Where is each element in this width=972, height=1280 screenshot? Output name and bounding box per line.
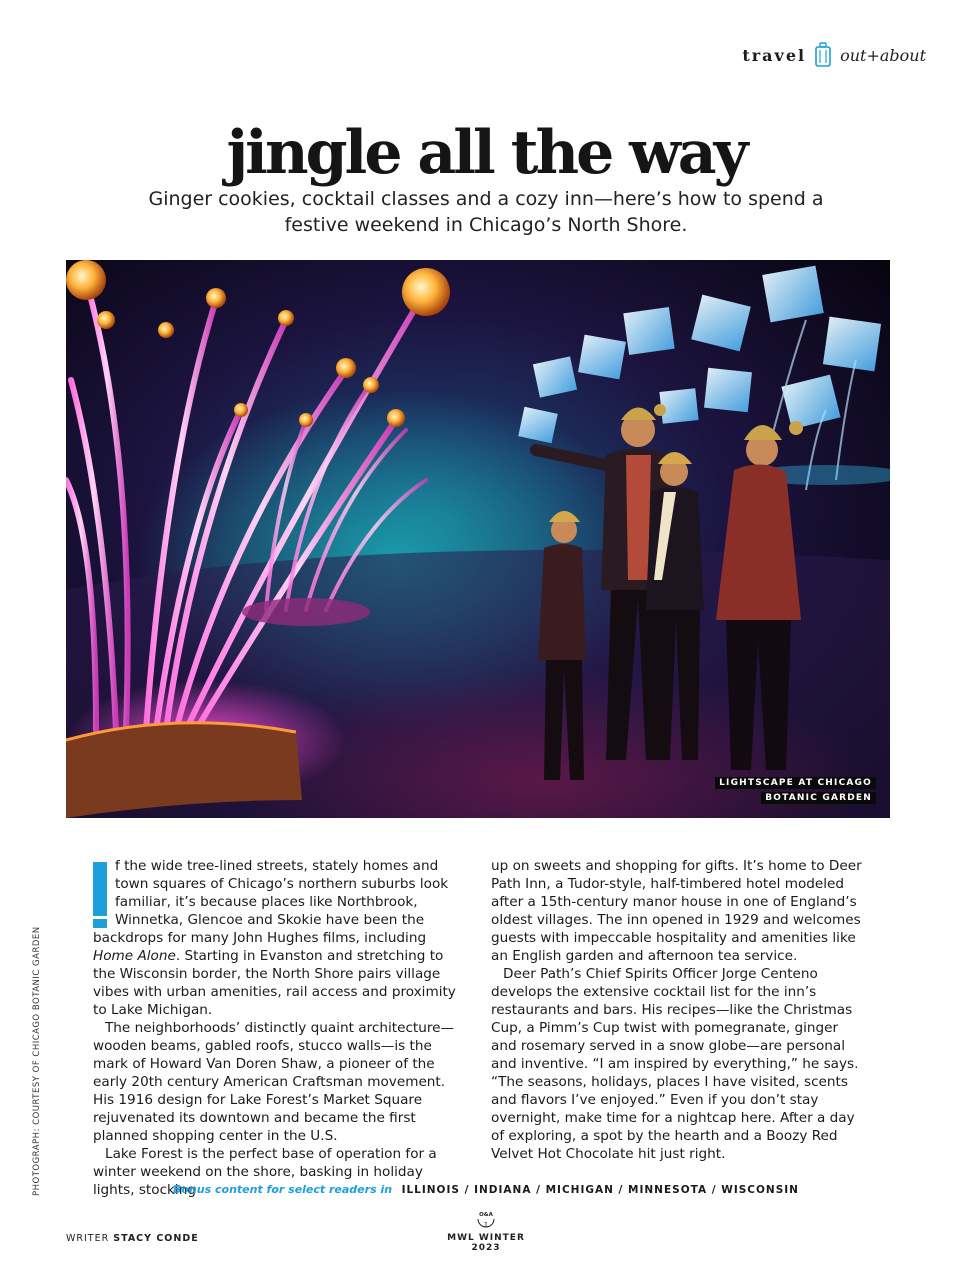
folio bbox=[436, 1210, 536, 1253]
paragraph: Deer Path’s Chief Spirits Officer Jorge Centeno develops the extensive cocktail list for the inn’s restaurants and bars. His recipes—like the Christmas Cup, a Pimm’s Cup twist with pomegranate, ginger and rosemary served in a snow globe—are personal and inventive. “I am inspired by everything,” he says. “The seasons, holidays, places I have visited, scents and flavors I’ve enjoyed.” Even if you don’t stay overnight, make time for a nightcap here. After a day of exploring, a spot by the hearth and a Boozy Red Velvet Hot Chocolate hit just right. bbox=[491, 966, 859, 1162]
issue-label: MWL WINTER 2023 bbox=[447, 1233, 525, 1253]
photo-credit: PHOTOGRAPH: COURTESY OF CHICAGO BOTANIC GARDEN bbox=[32, 926, 42, 1196]
bonus-states: ILLINOIS / INDIANA / MICHIGAN / MINNESOTA / WISCONSIN bbox=[401, 1184, 799, 1196]
section-label: travel bbox=[742, 45, 807, 65]
writer-credit bbox=[66, 1233, 199, 1244]
lightscape-illustration bbox=[66, 260, 890, 818]
caption-line-1: LIGHTSCAPE AT CHICAGO bbox=[715, 777, 876, 789]
paragraph: The neighborhoods’ distinctly quaint architecture—wooden beams, gabled roofs, stucco walls—is the mark of Howard Van Doren Shaw, a pioneer of the early 20th century American Craftsman movement. His 1916 design for Lake Forest’s Market Square rejuvenated its downtown and became the first planned shopping center in the U.S. bbox=[93, 1020, 455, 1144]
paragraph: Lake Forest is the perfect base of operation for a winter weekend on the shore, basking in holiday lights, stocking bbox=[93, 1146, 437, 1198]
paragraph: up on sweets and shopping for gifts. It’s home to Deer Path Inn, a Tudor-style, half-timbered hotel modeled after a 15th-century manor house in one of England’s oldest villages. The inn opened in 1929 and welcomes guests with impeccable hospitality and amenities like an English garden and afternoon tea service. bbox=[491, 858, 862, 964]
paragraph-text: f the wide tree-lined streets, stately homes and town squares of Chicago’s northern suburbs look familiar, it’s because places like Northbrook, Winnetka, Glencoe and Skokie have been the backdrops for many John Hughes films, including Home Alone. Starting in Evanston and stretching to the Wisconsin border, the North Shore pairs village vibes with urban amenities, rail access and proximity to Lake Michigan. bbox=[93, 858, 456, 1018]
suitcase-icon bbox=[814, 42, 832, 68]
article-column-1 bbox=[93, 857, 465, 1199]
logo-text: O&A bbox=[479, 1212, 493, 1218]
hero-photo bbox=[66, 260, 890, 818]
drop-cap bbox=[93, 862, 107, 928]
dek: Ginger cookies, cocktail classes and a cozy inn—here’s how to spend a festive weekend in Chicago’s North Shore. bbox=[148, 188, 824, 236]
section-tag bbox=[742, 42, 926, 68]
magazine-logo-icon bbox=[475, 1210, 497, 1230]
page-number: 1 bbox=[483, 1221, 489, 1229]
headline: jingle all the way bbox=[226, 118, 746, 188]
bonus-content-note bbox=[0, 1183, 972, 1196]
subsection-label: out+about bbox=[840, 45, 926, 65]
writer-label: WRITER bbox=[66, 1233, 110, 1244]
article-column-2 bbox=[491, 857, 863, 1163]
paragraph bbox=[93, 857, 465, 1019]
bonus-lead: Bonus content for select readers in bbox=[173, 1183, 393, 1196]
photo-caption bbox=[715, 777, 876, 804]
caption-line-2: BOTANIC GARDEN bbox=[761, 792, 876, 804]
writer-name: STACY CONDE bbox=[113, 1233, 199, 1244]
